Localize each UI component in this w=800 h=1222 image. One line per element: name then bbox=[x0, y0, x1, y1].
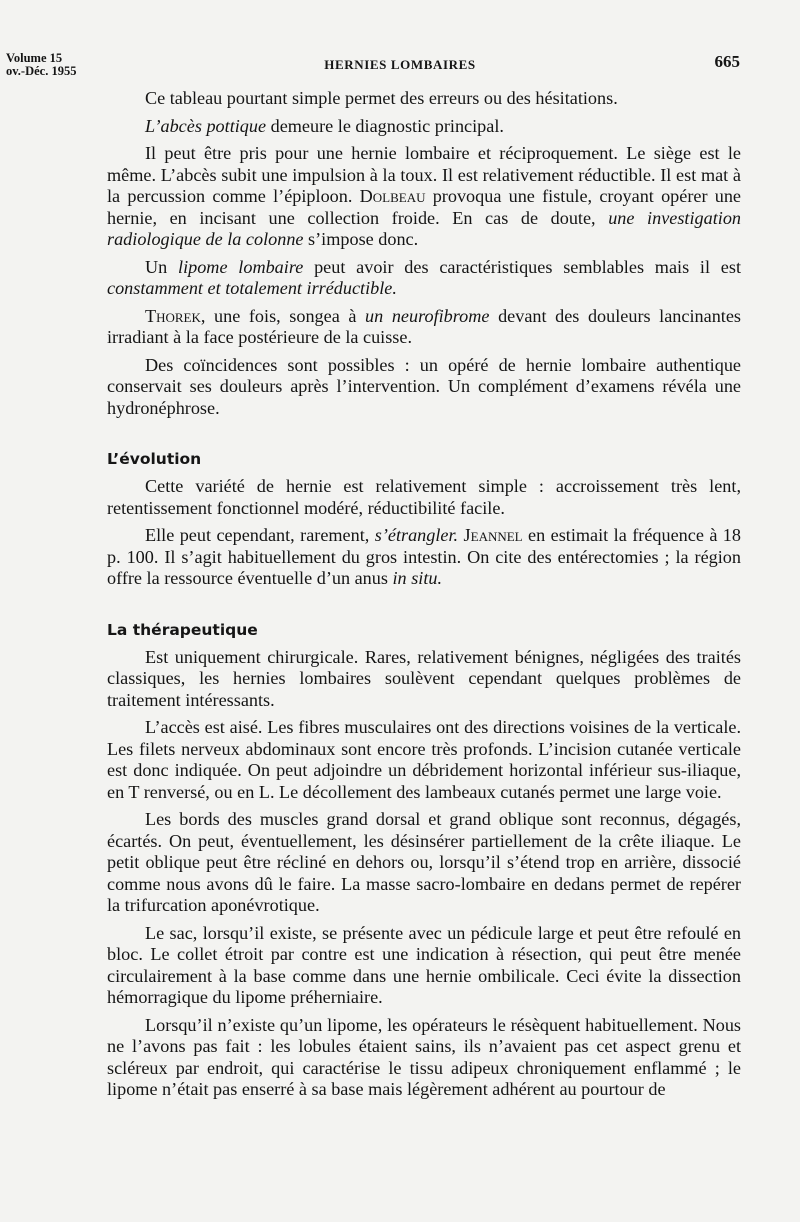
text-run: en estimait la fréquence à 18 p. 100. Il s’agit habituellement du gros intestin. On cite des entérectomies ; la région offre la ressource éventuelle d’un anus bbox=[107, 525, 741, 588]
italic-run: lipome lombaire bbox=[178, 256, 304, 277]
text-run: L’accès est aisé. Les fibres musculaires ont des directions voisines de la verticale. Les filets nerveux abdominaux sont encore très profonds. L’incision cutanée verticale est donc indiquée. On peut adjoindre un débridement horizontal inférieur sus-iliaque, en T renversé, ou en L. Le décollement des lambeaux cutanés permet une large voie. bbox=[107, 717, 741, 802]
section-heading-evolution: L’évolution bbox=[107, 450, 202, 468]
italic-run: constamment et totalement irréductible. bbox=[107, 278, 397, 298]
text-run: Cette variété de hernie est relativement simple : accroissement très lent, retentissement fonctionnel modéré, réductibilité facile. bbox=[107, 476, 741, 518]
author-name: Dolbeau bbox=[359, 186, 426, 206]
paragraph bbox=[107, 88, 741, 110]
paragraph bbox=[107, 143, 741, 251]
text-run: peut avoir des caractéristiques semblables mais il est bbox=[303, 256, 742, 277]
issue-date-line: ov.-Déc. 1955 bbox=[6, 64, 77, 78]
paragraph bbox=[107, 923, 741, 1009]
section-heading-therapeutique: La thérapeutique bbox=[107, 620, 258, 639]
text-run: devant des douleurs lancinantes irradiant à la face postérieure de la cuisse. bbox=[107, 305, 741, 347]
paragraph bbox=[107, 476, 741, 519]
running-title: HERNIES LOMBAIRES bbox=[324, 57, 476, 72]
text-run: Il peut être pris pour une hernie lombaire et réciproquement. Le siège est le même. L’abcès subit une impulsion à la toux. Il est relativement réductible. Il est mat à la percussion comme l’épiploon. bbox=[107, 143, 741, 206]
text-run: Le sac, lorsqu’il existe, se présente avec un pédicule large et peut être refoulé en bloc. Le collet étroit par contre est une indication à résection, qui peut être menée circulairement à la base comme dans une hernie ombilicale. Ceci évite la dissection hémorragique du lipome préherniaire. bbox=[107, 922, 741, 1007]
text-run: demeure le diagnostic principal. bbox=[266, 115, 504, 136]
paragraph bbox=[107, 306, 741, 349]
italic-run: in situ. bbox=[392, 568, 443, 588]
text-run: Elle peut cependant, rarement, bbox=[145, 525, 375, 545]
page-header bbox=[0, 52, 800, 82]
page-number: 665 bbox=[714, 52, 740, 71]
volume-line: Volume 15 bbox=[6, 51, 63, 65]
paragraph bbox=[107, 257, 741, 300]
paragraph bbox=[107, 1015, 741, 1101]
paragraph bbox=[107, 717, 741, 803]
text-run: Est uniquement chirurgicale. Rares, relativement bénignes, négligées des traités classiques, les hernies lombaires soulèvent cependant quelques problèmes de traitement intéressants. bbox=[107, 646, 741, 710]
text-run: s’impose donc. bbox=[303, 229, 419, 249]
text-run: Des coïncidences sont possibles : un opéré de hernie lombaire authentique conservait ses douleurs après l’intervention. Un complément d’examens révéla une hydronéphrose. bbox=[107, 354, 741, 418]
paragraph bbox=[107, 525, 741, 590]
italic-run: un neurofibrome bbox=[365, 305, 490, 326]
text-run: provoqua une fistule, croyant opérer une hernie, en incisant une collection froide. En cas de doute, bbox=[107, 186, 741, 228]
paragraph bbox=[107, 116, 741, 138]
text-run: , une fois, songea à bbox=[200, 305, 366, 326]
article-body bbox=[107, 88, 741, 1107]
author-name: Jeannel bbox=[463, 525, 523, 545]
italic-run: s’étrangler. bbox=[374, 525, 459, 545]
text-run: Les bords des muscles grand dorsal et grand oblique sont reconnus, dégagés, écartés. On peut, éventuellement, les désinsérer partiellement de la crête iliaque. Le petit oblique peut être récliné en dehors ou, lorsqu’il s’étend trop en arrière, dissocié comme nous avons dû le faire. La masse sacro-lombaire en dedans permet de repérer la trifurcation aponévrotique. bbox=[107, 809, 741, 915]
italic-run: L’abcès pottique bbox=[145, 115, 267, 136]
text-run: Un bbox=[145, 256, 179, 277]
paragraph bbox=[107, 355, 741, 420]
text-run: Ce tableau pourtant simple permet des erreurs ou des hésitations. bbox=[145, 88, 618, 108]
author-name: Thorek bbox=[145, 305, 201, 326]
italic-run: une investigation radiologique de la colonne bbox=[107, 207, 742, 249]
paragraph bbox=[107, 809, 741, 917]
paragraph bbox=[107, 647, 741, 712]
text-run: Lorsqu’il n’existe qu’un lipome, les opérateurs le résèquent habituellement. Nous ne l’avons pas fait : les lobules étaient sains, ils n’avaient pas cet aspect grenu et scléreux par endroit, qui caractérise le tissu adipeux chroniquement enflammé ; le lipome n’était pas enserré à sa base mais légèrement adhérent au pourtour de bbox=[107, 1014, 741, 1099]
